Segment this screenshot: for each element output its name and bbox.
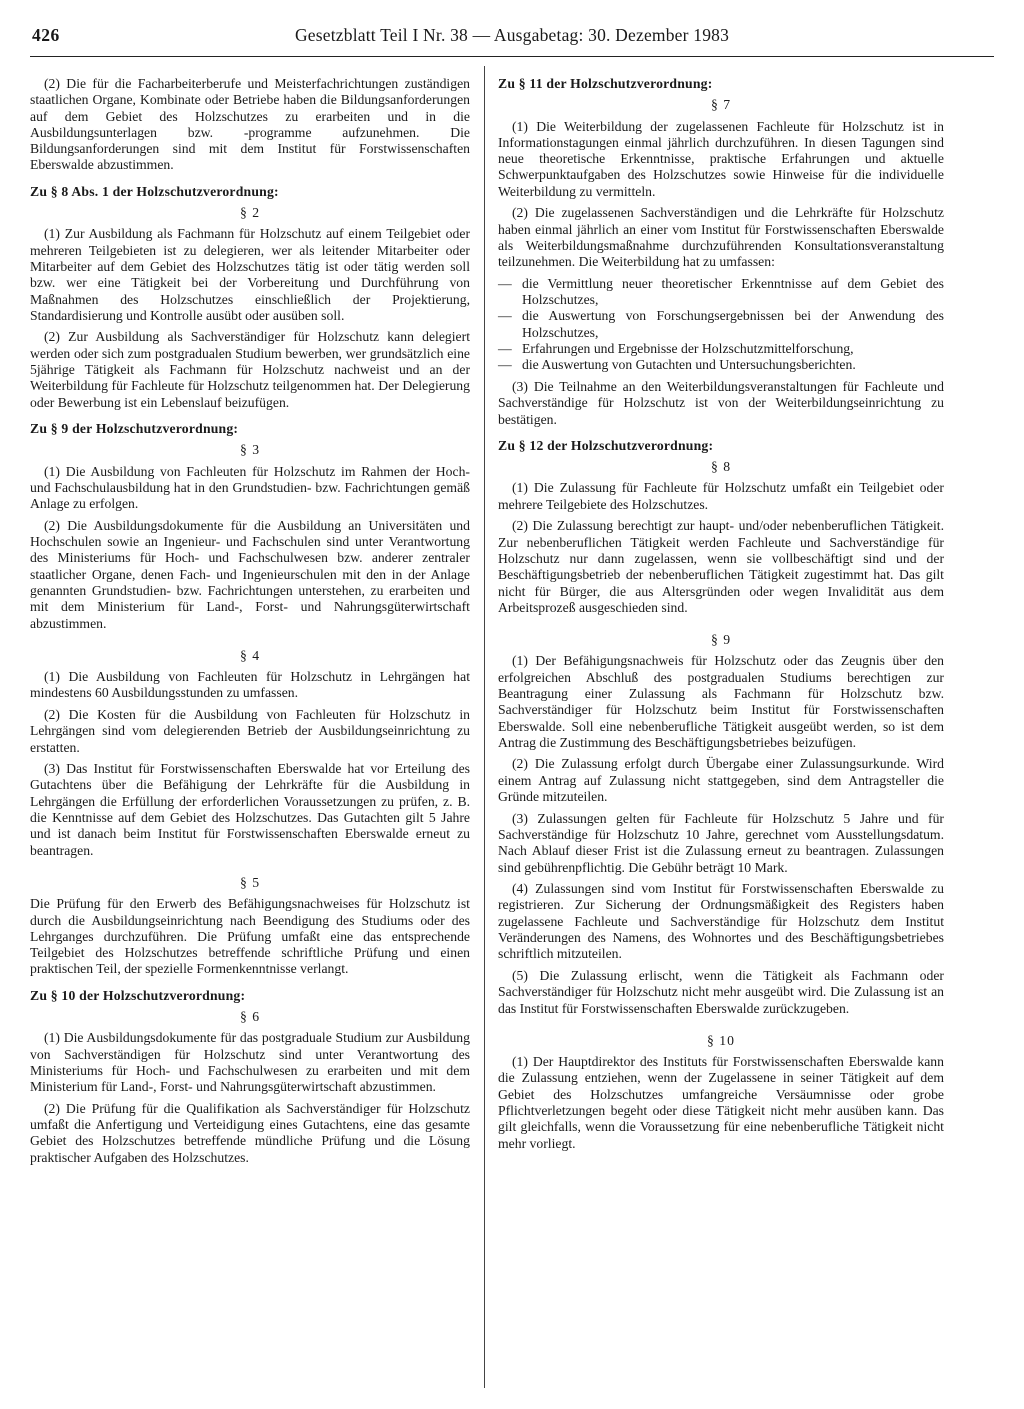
- paragraph: (2) Die Ausbildungsdokumente für die Ausbildung an Universitäten und Hochschulen sowie an Ingenieur- und Fachschulen sind unter Verantwortung des Ministeriums für Hoch- und Fachschulwesen bzw. anderer zentraler staatlicher Organe, denen Fach- und Ingenieurschulen mit den in der Anlage genannten Grundstudien- bzw. Fachrichtungen unterstehen, zu erarbeiten und mit dem Ministerium für Land-, Forst- und Nahrungsgüterwirtschaft abzustimmen.: [30, 517, 470, 631]
- right-column: [498, 76, 944, 1157]
- list-dash: —: [498, 341, 512, 357]
- paragraph: (2) Die Prüfung für die Qualifikation als Sachverständiger für Holzschutz umfaßt die Anfertigung und Verteidigung eines Gutachtens, eine das gesamte Gebiet des Holzschutzes betreffende mündliche Prüfung und die Lösung praktischer Aufgaben des Holzschutzes.: [30, 1100, 470, 1165]
- left-column: [30, 76, 470, 1171]
- paragraph: (4) Zulassungen sind vom Institut für Forstwissenschaften Eberswalde zu registrieren. Zur Sicherung der Ordnungsmäßigkeit des Registers haben zugelassene Fachleute und Sachverständige für Holzschutz dem Institut Veränderungen des Namens, des Wohnortes und des Beschäftigungsbetriebes schriftlich mitzuteilen.: [498, 881, 944, 962]
- column-divider: [484, 66, 485, 1388]
- page-number: 426: [32, 25, 60, 45]
- section-heading: Zu § 12 der Holzschutzverordnung:: [498, 437, 714, 453]
- section-number: § 4: [239, 647, 261, 663]
- running-head: Gesetzblatt Teil I Nr. 38 — Ausgabetag: 30. Dezember 1983: [294, 25, 730, 45]
- section-number: § 7: [710, 97, 732, 113]
- paragraph: (2) Die Kosten für die Ausbildung von Fachleuten für Holzschutz in Lehrgängen sind vom delegierenden Betrieb der Ausbildungseinrichtung zu erstatten.: [30, 706, 470, 755]
- list-dash: —: [498, 357, 512, 373]
- paragraph: (2) Die Zulassung erfolgt durch Übergabe einer Zulassungsurkunde. Wird einem Antrag auf Zulassung nicht stattgegeben, sind dem Antragsteller die Gründe mitzuteilen.: [498, 756, 944, 805]
- paragraph: (2) Die Zulassung berechtigt zur haupt- und/oder nebenberuflichen Tätigkeit. Zur nebenberuflichen Tätigkeit werden Fachleute und Sachverständige für Holzschutz nur dann zugelassen, wenn sie vollbeschäftigt sind und der Beschäftigungsbetrieb der nebenberuflichen Tätigkeit zugestimmt hat. Das gilt nicht für Bürger, die aus Altersgründen oder wegen Invalidität aus dem Arbeitsprozeß ausgeschieden sind.: [498, 518, 944, 615]
- paragraph: (2) Zur Ausbildung als Sachverständiger für Holzschutz kann delegiert werden oder sich zum postgradualen Studium bewerben, wer grundsätzlich eine 5jährige Tätigkeit als Fachmann für Holzschutz nachweist und an der Weiterbildung für Fachleute für Holzschutz teilgenommen hat. Der Delegierung oder Bewerbung ist ein Lebenslauf beizufügen.: [30, 329, 470, 410]
- paragraph: (1) Die Ausbildung von Fachleuten für Holzschutz im Rahmen der Hoch- und Fachschulausbildung hat in den Grundstudien- bzw. Fachrichtungen gemäß Anlage zu erfolgen.: [30, 463, 470, 512]
- paragraph: (2) Die für die Facharbeiterberufe und Meisterfachrichtungen zuständigen staatlichen Organe, Kombinate oder Betriebe haben die Bildungsanforderungen auf dem Gebiet des Holzschutzes zu erarbeiten und in die Ausbildungsunterlagen bzw. -programme aufzunehmen. Die Bildungsanforderungen sind mit dem Institut für Forstwissenschaften Eberswalde abzustimmen.: [30, 76, 470, 173]
- header-rule: [30, 56, 994, 57]
- paragraph: (3) Das Institut für Forstwissenschaften Eberswalde hat vor Erteilung des Gutachtens über die Befähigung der Lehrkräfte für die Ausbildung in Lehrgängen die Erfüllung der erforderlichen Voraussetzungen zu prüfen, z. B. die Kenntnisse auf dem Gebiet des Holzschutzes. Das Gutachten gilt 5 Jahre und ist danach beim Institut für Forstwissenschaften Eberswalde erneut zu beantragen.: [30, 761, 470, 858]
- paragraph: (1) Zur Ausbildung als Fachmann für Holzschutz auf einem Teilgebiet oder mehreren Teilgebieten ist zu delegieren, wer als leitender Mitarbeiter oder Mitarbeiter auf dem Gebiet des Holzschutzes tätig ist oder tätig werden soll bzw. wer eine Tätigkeit bei der Vorbereitung und Durchführung von Maßnahmen des Holzschutzes einschließlich der Projektierung, Standardisierung und Kontrolle ausübt oder ausüben soll.: [30, 226, 470, 323]
- section-number: § 3: [239, 442, 261, 458]
- section-heading: Zu § 11 der Holzschutzverordnung:: [498, 76, 713, 91]
- paragraph: (1) Der Befähigungsnachweis für Holzschutz oder das Zeugnis über den erfolgreichen Abschluß des postgradualen Studiums berechtigen zur Beantragung einer Zulassung als Fachmann für Holzschutz bzw. Sachverständiger für Holzschutz beim Institut für Forstwissenschaften Eberswalde. Soll eine nebenberufliche Tätigkeit ausgeübt werden, so ist dem Antrag die Zustimmung des Beschäftigungsbetriebes beizufügen.: [498, 653, 944, 750]
- paragraph: Die Prüfung für den Erwerb des Befähigungsnachweises für Holzschutz ist durch die Ausbildungseinrichtung nach Beendigung des Studiums oder des Lehrganges durchzuführen. Die Prüfung umfaßt eine das entsprechende Teilgebiet des Holzschutzes betreffende schriftliche Prüfung und einen praktischen Teil, der spezielle Formenkenntnisse verlangt.: [30, 896, 470, 977]
- section-number: § 9: [710, 632, 732, 648]
- list-item-text: die Auswertung von Gutachten und Untersuchungsberichten.: [522, 357, 856, 373]
- paragraph: (1) Die Weiterbildung der zugelassenen Fachleute für Holzschutz ist in Informationstagungen einmal jährlich durchzuführen. In diesen Tagungen sind neue theoretische Erkenntnisse, praktische Erfahrungen und aktuelle Schwerpunktaufgaben des Holzschutzes sowie Hinweise für die individuelle Weiterbildung zu vermitteln.: [498, 118, 944, 199]
- paragraph: (2) Die zugelassenen Sachverständigen und die Lehrkräfte für Holzschutz haben einmal jährlich an einer vom Institut für Forstwissenschaften Eberswalde als Weiterbildungsmaßnahme durchzuführenden Konsultationsveranstaltung teilzunehmen. Die Weiterbildung hat zu umfassen:: [498, 205, 944, 270]
- section-number: § 2: [239, 205, 261, 221]
- list-item-text: die Auswertung von Forschungsergebnissen bei der Anwendung des Holzschutzes,: [522, 308, 944, 340]
- section-heading: Zu § 10 der Holzschutzverordnung:: [30, 987, 246, 1003]
- list-item: [498, 308, 944, 341]
- paragraph: (1) Die Ausbildungsdokumente für das postgraduale Studium zur Ausbildung von Sachverständigen für Holzschutz sind unter Verantwortung des Ministeriums für Hoch- und Fachschulwesen zu erarbeiten und mit dem Ministerium für Land-, Forst- und Nahrungsgüterwirtschaft abzustimmen.: [30, 1030, 470, 1095]
- paragraph: (1) Der Hauptdirektor des Instituts für Forstwissenschaften Eberswalde kann die Zulassung entziehen, wenn der Zugelassene in seiner Tätigkeit auf dem Gebiet des Holzschutzes umfangreiche Versäumnisse oder grobe Pflichtverletzungen begeht oder diese Tätigkeit nicht mehr ausüben kann. Das gilt gleichfalls, wenn die Voraussetzung für eine nebenberufliche Tätigkeit nicht mehr vorliegt.: [498, 1054, 944, 1151]
- paragraph: (3) Zulassungen gelten für Fachleute für Holzschutz 5 Jahre und für Sachverständige für Holzschutz 10 Jahre, gerechnet vom Ausstellungsdatum. Nach Ablauf dieser Frist ist die Zulassung erneut zu beantragen. Zulassungen sind gebührenpflichtig. Die Gebühr beträgt 10 Mark.: [498, 810, 944, 875]
- section-heading: Zu § 9 der Holzschutzverordnung:: [30, 420, 239, 436]
- list-dash: —: [498, 308, 512, 324]
- dash-list: [498, 276, 944, 374]
- paragraph: (1) Die Ausbildung von Fachleuten für Holzschutz in Lehrgängen hat mindestens 60 Ausbildungsstunden zu umfassen.: [30, 669, 470, 701]
- paragraph: (3) Die Teilnahme an den Weiterbildungsveranstaltungen für Fachleute und Sachverständige für Holzschutz ist von der Weiterbildungseinrichtung zu bestätigen.: [498, 378, 944, 427]
- section-number: § 8: [710, 459, 732, 475]
- list-item-text: Erfahrungen und Ergebnisse der Holzschutzmittelforschung,: [522, 341, 854, 357]
- paragraph: (1) Die Zulassung für Fachleute für Holzschutz umfaßt ein Teilgebiet oder mehrere Teilgebiete des Holzschutzes.: [498, 480, 944, 512]
- list-item: [498, 341, 944, 357]
- list-item-text: die Vermittlung neuer theoretischer Erkenntnisse auf dem Gebiet des Holzschutzes,: [522, 275, 944, 308]
- section-number: § 5: [239, 874, 261, 890]
- section-number: § 6: [239, 1009, 261, 1025]
- list-item: [498, 357, 944, 373]
- section-number: § 10: [707, 1032, 735, 1048]
- paragraph: (5) Die Zulassung erlischt, wenn die Tätigkeit als Fachmann oder Sachverständiger für Holzschutz nicht mehr ausgeübt wird. Die Zulassung ist an das Institut für Forstwissenschaften Eberswalde zurückzugeben.: [498, 967, 944, 1016]
- section-heading: Zu § 8 Abs. 1 der Holzschutzverordnung:: [30, 183, 279, 199]
- list-dash: —: [498, 275, 512, 291]
- page-header: [30, 20, 994, 50]
- list-item: [498, 276, 944, 309]
